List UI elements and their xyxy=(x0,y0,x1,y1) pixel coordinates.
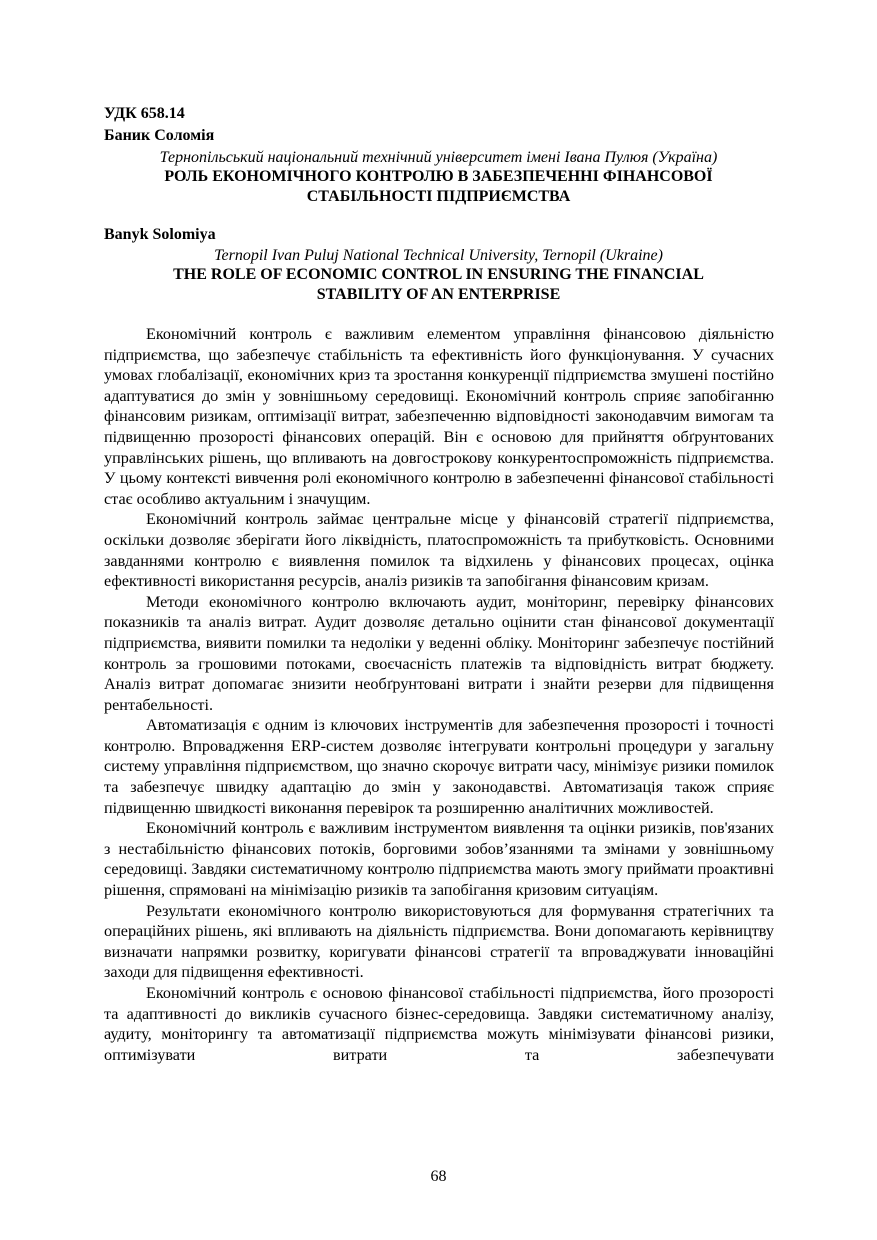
title-en-line2: STABILITY OF AN ENTERPRISE xyxy=(316,286,561,303)
paragraph: Економічний контроль є важливим інструментом виявлення та оцінки ризиків, пов'язаних з нестабільністю фінансових потоків, борговими зобов’язаннями та змінами у зовнішньому середовищі. Завдяки систематичному контролю підприємства мають змогу приймати проактивні рішення, спрямовані на мінімізацію ризиків та запобігання кризовим ситуаціям. xyxy=(104,819,774,900)
author-name-en: Banyk Solomiya xyxy=(104,226,216,243)
page-number: 68 xyxy=(430,1168,447,1185)
paragraph: Економічний контроль є основою фінансової стабільності підприємства, його прозорості та адаптивності до викликів сучасного бізнес-середовища. Завдяки систематичному аналізу, аудиту, моніторингу та автоматизації підприємства можуть мінімізувати фінансові ризики, оптимізувати витрати та забезпечувати xyxy=(104,984,774,1064)
author-name-ua: Баник Соломія xyxy=(104,127,215,144)
title-en-line1: THE ROLE OF ECONOMIC CONTROL IN ENSURING THE FINANCIAL xyxy=(173,266,704,283)
udc-code: УДК 658.14 xyxy=(104,105,185,122)
title-ua-line1: РОЛЬ ЕКОНОМІЧНОГО КОНТРОЛЮ В ЗАБЕЗПЕЧЕННІ ФІНАНСОВОЇ xyxy=(164,168,713,185)
paragraph: Результати економічного контролю використовуються для формування стратегічних та операційних рішень, які впливають на діяльність підприємства. Вони допомагають керівництву визначати напрямки розвитку, коригувати фінансові стратегії та впроваджувати інноваційні заходи для підвищення ефективності. xyxy=(104,901,774,982)
paragraph: Автоматизація є одним із ключових інструментів для забезпечення прозорості і точності контролю. Впровадження ERP-систем дозволяє інтегрувати контрольні процедури у загальну систему управління підприємством, що значно скорочує витрати часу, мінімізує ризики помилок та забезпечує швидку адаптацію до змін у законодавстві. Автоматизація також сприяє підвищенню швидкості виконання перевірок та розширенню аналітичних можливостей. xyxy=(104,716,774,817)
paragraph: Економічний контроль займає центральне місце у фінансовій стратегії підприємства, оскільки дозволяє зберігати його ліквідність, платоспроможність та прибутковість. Основними завданнями контролю є виявлення помилок та відхилень у фінансових процесах, оцінка ефективності використання ресурсів, аналіз ризиків та запобігання фінансовим кризам. xyxy=(104,510,774,591)
affiliation-ua: Тернопільський національний технічний університет імені Івана Пулюя (Україна) xyxy=(159,149,718,166)
paragraph: Методи економічного контролю включають аудит, моніторинг, перевірку фінансових показників та аналіз витрат. Аудит дозволяє детально оцінити стан фінансової документації підприємства, виявити помилки та недоліки у веденні обліку. Моніторинг забезпечує постійний контроль за грошовими потоками, своєчасність платежів та відповідність витрат бюджету. Аналіз витрат допомагає знизити необґрунтовані витрати і знайти резерви для підвищення рентабельності. xyxy=(104,592,774,714)
title-ua-line2: СТАБІЛЬНОСТІ ПІДПРИЄМСТВА xyxy=(306,188,571,205)
paragraph: Економічний контроль є важливим елементом управління фінансовою діяльністю підприємства, що забезпечує стабільність та ефективність його функціонування. У сучасних умовах глобалізації, економічних криз та зростання конкуренції підприємства змушені постійно адаптуватися до змін у зовнішньому середовищі. Економічний контроль сприяє запобіганню фінансовим ризикам, оптимізації витрат, забезпеченню відповідності законодавчим вимогам та підвищенню прозорості фінансових операцій. Він є основою для прийняття обґрунтованих управлінських рішень, що впливають на довгострокову конкурентоспроможність підприємства. У цьому контексті вивчення ролі економічного контролю в забезпеченні фінансової стабільності стає особливо актуальним і значущим. xyxy=(104,325,774,508)
article-body xyxy=(104,324,774,1065)
affiliation-en: Ternopil Ivan Puluj National Technical University, Ternopil (Ukraine) xyxy=(214,247,663,264)
